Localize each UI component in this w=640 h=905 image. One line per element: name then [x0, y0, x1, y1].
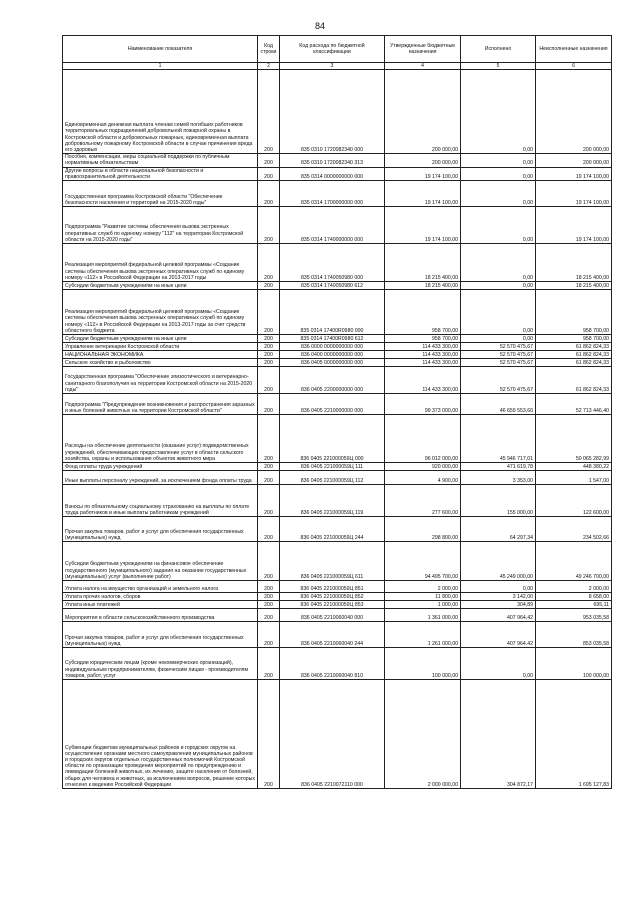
row-expense-code: 835 0310 1720082340 000: [280, 70, 385, 154]
row-expense-code: 835 0310 1720082340 313: [280, 154, 385, 167]
row-expense-code: 835 0314 1740000000 000: [280, 207, 385, 244]
table-row: [63, 648, 612, 680]
row-approved: 96 012 000,00: [385, 415, 461, 463]
table-row: [63, 244, 612, 282]
row-approved: 4 900,00: [385, 471, 461, 485]
row-unexecuted: 1 547,00: [536, 471, 612, 485]
row-executed: 52 570 475,67: [461, 351, 536, 359]
row-expense-code: 836 0405 221000059Ц 611: [280, 542, 385, 581]
row-expense-code: 835 0314 1740050980 612: [280, 282, 385, 290]
row-expense-code: 836 0405 221000059Ц 119: [280, 485, 385, 517]
row-name: Реализация мероприятий федеральной целевой программы «Создание системы обеспечения вызова экстренных оперативных служб по единому номеру «112» в Российской Федерации на 2013-2017 годы: [63, 244, 258, 282]
row-executed: 52 570 475,67: [461, 359, 536, 367]
row-approved: 114 433 300,00: [385, 343, 461, 351]
table-row: [63, 181, 612, 207]
row-line-code: 200: [258, 680, 280, 789]
row-unexecuted: 49 246 700,00: [536, 542, 612, 581]
row-name: Государственная программа "Обеспечение эпизоотического и ветеринарно-санитарного благополучия на территории Костромской области на 2015-2020 годы": [63, 367, 258, 394]
row-unexecuted: 200 000,00: [536, 154, 612, 167]
row-unexecuted: 61 862 824,33: [536, 367, 612, 394]
row-name: Прочая закупка товаров, работ и услуг для обеспечения государственных (муниципальных) нужд: [63, 622, 258, 648]
row-expense-code: 836 0405 221000059Ц 851: [280, 581, 385, 593]
row-line-code: 200: [258, 351, 280, 359]
row-executed: 304,89: [461, 601, 536, 609]
row-line-code: 200: [258, 593, 280, 601]
table-row: [63, 517, 612, 542]
row-approved: 2 000 000,00: [385, 680, 461, 789]
table-row: [63, 290, 612, 335]
row-approved: 200 000,00: [385, 70, 461, 154]
row-executed: 64 297,34: [461, 517, 536, 542]
row-name: Единовременная денежная выплата членам семей погибших работников территориальных подразделений добровольной пожарной охраны в Костромской области и добровольных пожарных, единовременная выплата добровольному пожарному Костромской области в случае причинения вреда его здоровью: [63, 70, 258, 154]
row-expense-code: 836 0000 0000000000 000: [280, 343, 385, 351]
budget-execution-table: [62, 35, 612, 789]
row-executed: 3 353,00: [461, 471, 536, 485]
row-approved: 298 800,00: [385, 517, 461, 542]
table-row: [63, 601, 612, 609]
row-unexecuted: 61 862 824,33: [536, 359, 612, 367]
row-executed: 407 964,42: [461, 609, 536, 622]
table-row: [63, 167, 612, 180]
row-name: Субсидии юридическим лицам (кроме некоммерческих организаций), индивидуальным предпринимателям, физическим лицам - производителям товаров, работ, услуг: [63, 648, 258, 680]
row-line-code: 200: [258, 290, 280, 335]
column-number: 3: [280, 63, 385, 70]
row-executed: 0,00: [461, 70, 536, 154]
row-unexecuted: 695,11: [536, 601, 612, 609]
table-row: [63, 282, 612, 290]
header-unexecuted: Неисполненные назначения: [536, 36, 612, 63]
row-name: Подпрограмма "Развитие системы обеспечения вызова экстренных оперативных служб по единому номеру "112" на территории Костромской области на 2015-2020 годы": [63, 207, 258, 244]
row-unexecuted: 50 065 282,99: [536, 415, 612, 463]
table-row: [63, 359, 612, 367]
header-approved: Утвержденные бюджетные назначения: [385, 36, 461, 63]
row-name: Прочая закупка товаров, работ и услуг для обеспечения государственных (муниципальных) нужд: [63, 517, 258, 542]
table-row: [63, 593, 612, 601]
row-unexecuted: 100 000,00: [536, 648, 612, 680]
row-unexecuted: 853 035,58: [536, 622, 612, 648]
row-expense-code: 836 0405 2210072110 000: [280, 680, 385, 789]
row-unexecuted: 122 600,00: [536, 485, 612, 517]
row-line-code: 200: [258, 359, 280, 367]
row-expense-code: 836 0405 2210060040 000: [280, 609, 385, 622]
row-line-code: 200: [258, 335, 280, 343]
row-approved: 920 000,00: [385, 463, 461, 471]
table-row: [63, 70, 612, 154]
row-name: Пособия, компенсации, меры социальной поддержки по публичным нормативным обязательствам: [63, 154, 258, 167]
table-row: [63, 207, 612, 244]
row-line-code: 200: [258, 542, 280, 581]
row-name: Иные выплаты персоналу учреждений, за исключением фонда оплаты труда: [63, 471, 258, 485]
row-expense-code: 836 0405 2210060040 244: [280, 622, 385, 648]
row-approved: 1 361 000,00: [385, 609, 461, 622]
row-line-code: 200: [258, 415, 280, 463]
row-executed: 0,00: [461, 244, 536, 282]
row-unexecuted: 52 713 446,40: [536, 394, 612, 415]
row-approved: 958 700,00: [385, 335, 461, 343]
row-executed: 52 570 475,67: [461, 343, 536, 351]
row-line-code: 200: [258, 367, 280, 394]
row-approved: 114 433 300,00: [385, 359, 461, 367]
row-approved: 100 000,00: [385, 648, 461, 680]
row-approved: 18 215 400,00: [385, 244, 461, 282]
row-name: Управление ветеринарии Костромской области: [63, 343, 258, 351]
table-row: [63, 351, 612, 359]
row-approved: 958 700,00: [385, 290, 461, 335]
row-line-code: 200: [258, 601, 280, 609]
row-line-code: 200: [258, 282, 280, 290]
row-executed: 0,00: [461, 167, 536, 180]
row-expense-code: 836 0405 221000059Ц 111: [280, 463, 385, 471]
row-approved: 19 174 100,00: [385, 167, 461, 180]
row-line-code: 200: [258, 485, 280, 517]
page-number: 84: [314, 21, 325, 31]
row-approved: 1 000,00: [385, 601, 461, 609]
row-line-code: 200: [258, 244, 280, 282]
table-row: [63, 542, 612, 581]
row-approved: 11 800,00: [385, 593, 461, 601]
row-name: НАЦИОНАЛЬНАЯ ЭКОНОМИКА: [63, 351, 258, 359]
row-unexecuted: 19 174 100,00: [536, 207, 612, 244]
row-name: Субсидии бюджетным учреждениям на иные цели: [63, 335, 258, 343]
row-unexecuted: 448 380,22: [536, 463, 612, 471]
row-name: Другие вопросы в области национальной безопасности и правоохранительной деятельности: [63, 167, 258, 180]
row-name: Сельское хозяйство и рыболовство: [63, 359, 258, 367]
table-row: [63, 154, 612, 167]
row-expense-code: 836 0405 221000059Ц 852: [280, 593, 385, 601]
row-executed: 0,00: [461, 290, 536, 335]
row-executed: 304 872,17: [461, 680, 536, 789]
row-approved: 114 433 300,00: [385, 367, 461, 394]
row-name: Уплата прочих налогов, сборов: [63, 593, 258, 601]
row-executed: 0,00: [461, 581, 536, 593]
row-name: Государственная программа Костромской области "Обеспечение безопасности населения и территорий на 2015-2020 годы": [63, 181, 258, 207]
column-number: 2: [258, 63, 280, 70]
row-unexecuted: 61 862 824,33: [536, 351, 612, 359]
row-name: Мероприятия в области сельскохозяйственного производства: [63, 609, 258, 622]
row-name: Уплата налога на имущество организаций и земельного налога: [63, 581, 258, 593]
row-approved: 18 215 400,00: [385, 282, 461, 290]
row-unexecuted: 958 700,00: [536, 290, 612, 335]
row-expense-code: 835 0314 1700000000 000: [280, 181, 385, 207]
table-row: [63, 335, 612, 343]
row-name: Расходы на обеспечение деятельности (оказание услуг) подведомственных учреждений, обеспечивающих предоставление услуг в области сельского хозяйства, охраны и использования объектов животного мира: [63, 415, 258, 463]
row-approved: 2 000,00: [385, 581, 461, 593]
table-row: [63, 622, 612, 648]
row-executed: 45 249 000,00: [461, 542, 536, 581]
row-name: Субсидии бюджетным учреждениям на финансовое обеспечение государственного (муниципального) задания на оказание государственных (муниципальных) услуг (выполнение работ): [63, 542, 258, 581]
row-approved: 19 174 100,00: [385, 181, 461, 207]
row-line-code: 200: [258, 581, 280, 593]
table-row: [63, 343, 612, 351]
row-approved: 277 600,00: [385, 485, 461, 517]
row-executed: 0,00: [461, 282, 536, 290]
row-line-code: 200: [258, 622, 280, 648]
row-expense-code: 836 0405 2210060040 810: [280, 648, 385, 680]
row-line-code: 200: [258, 154, 280, 167]
row-executed: 0,00: [461, 181, 536, 207]
row-unexecuted: 200 000,00: [536, 70, 612, 154]
row-line-code: 200: [258, 343, 280, 351]
row-executed: 0,00: [461, 207, 536, 244]
row-executed: 52 570 475,67: [461, 367, 536, 394]
row-name: Уплата иных платежей: [63, 601, 258, 609]
row-expense-code: 836 0405 221000059Ц 853: [280, 601, 385, 609]
row-unexecuted: 61 862 824,33: [536, 343, 612, 351]
row-name: Реализация мероприятий федеральной целевой программы «Создание системы обеспечения вызова экстренных оперативных служб по единому номеру «112» в Российской Федерации на 2013-2017 годы за счет средств областного бюджета: [63, 290, 258, 335]
row-expense-code: 836 0405 221000059Ц 000: [280, 415, 385, 463]
row-expense-code: 836 0405 0000000000 000: [280, 359, 385, 367]
row-expense-code: 835 0314 0000000000 000: [280, 167, 385, 180]
row-executed: 45 946 717,01: [461, 415, 536, 463]
row-executed: 471 619,78: [461, 463, 536, 471]
row-unexecuted: 8 658,00: [536, 593, 612, 601]
row-expense-code: 836 0405 221000059Ц 112: [280, 471, 385, 485]
row-unexecuted: 234 502,66: [536, 517, 612, 542]
row-name: Взносы по обязательному социальному страхованию на выплаты по оплате труда работников и иные выплаты работникам учреждений: [63, 485, 258, 517]
column-number: 4: [385, 63, 461, 70]
column-number-row: [63, 63, 612, 70]
row-executed: 0,00: [461, 154, 536, 167]
row-unexecuted: 18 215 400,00: [536, 244, 612, 282]
table-row: [63, 415, 612, 463]
row-executed: 0,00: [461, 335, 536, 343]
row-line-code: 200: [258, 394, 280, 415]
row-approved: 99 373 000,00: [385, 394, 461, 415]
row-name: Субвенции бюджетам муниципальных районов и городских округов на осуществление органами местного самоуправления муниципальных районов и городских округов отдельных государственных полномочий Костромской области по организации проведения мероприятий по предупреждению и ликвидации болезней животных, их лечению, защите населения от болезней, общих для человека и животных, за исключением вопросов, решение которых отнесено к ведению Российской Федерации: [63, 680, 258, 789]
row-unexecuted: 2 000,00: [536, 581, 612, 593]
row-unexecuted: 19 174 100,00: [536, 167, 612, 180]
row-line-code: 200: [258, 517, 280, 542]
row-unexecuted: 958 700,00: [536, 335, 612, 343]
table-row: [63, 581, 612, 593]
row-line-code: 200: [258, 463, 280, 471]
header-line-code: Код строки: [258, 36, 280, 63]
row-expense-code: 835 0314 1740050980 000: [280, 244, 385, 282]
row-executed: 0,00: [461, 648, 536, 680]
row-unexecuted: 953 035,58: [536, 609, 612, 622]
table-row: [63, 471, 612, 485]
row-unexecuted: 1 695 127,83: [536, 680, 612, 789]
row-executed: 3 142,00: [461, 593, 536, 601]
column-number: 1: [63, 63, 258, 70]
table-row: [63, 485, 612, 517]
row-unexecuted: 19 174 100,00: [536, 181, 612, 207]
header-executed: Исполнено: [461, 36, 536, 63]
row-line-code: 200: [258, 648, 280, 680]
row-expense-code: 836 0405 2210000000 000: [280, 394, 385, 415]
header-name: Наименование показателя: [63, 36, 258, 63]
row-approved: 19 174 100,00: [385, 207, 461, 244]
row-expense-code: 836 0405 221000059Ц 244: [280, 517, 385, 542]
table-row: [63, 609, 612, 622]
row-name: Субсидии бюджетным учреждениям на иные цели: [63, 282, 258, 290]
table-row: [63, 463, 612, 471]
row-expense-code: 836 0405 2200000000 000: [280, 367, 385, 394]
row-line-code: 200: [258, 70, 280, 154]
header-expense-code: Код расхода по бюджетной классификации: [280, 36, 385, 63]
row-expense-code: 835 0314 17400R0980 612: [280, 335, 385, 343]
row-line-code: 200: [258, 207, 280, 244]
row-line-code: 200: [258, 471, 280, 485]
row-approved: 114 433 300,00: [385, 351, 461, 359]
table-header-row: [63, 36, 612, 63]
row-line-code: 200: [258, 181, 280, 207]
row-expense-code: 836 0400 0000000000 000: [280, 351, 385, 359]
row-executed: 155 000,00: [461, 485, 536, 517]
row-name: Фонд оплаты труда учреждений: [63, 463, 258, 471]
row-approved: 94 495 700,00: [385, 542, 461, 581]
row-line-code: 200: [258, 609, 280, 622]
table-row: [63, 680, 612, 789]
column-number: 5: [461, 63, 536, 70]
row-approved: 1 261 000,00: [385, 622, 461, 648]
row-executed: 46 659 553,60: [461, 394, 536, 415]
column-number: 6: [536, 63, 612, 70]
row-approved: 200 000,00: [385, 154, 461, 167]
row-name: Подпрограмма "Предупреждение возникновения и распространения заразных и иных болезней животных на территории Костромской области": [63, 394, 258, 415]
row-expense-code: 835 0314 17400R0980 000: [280, 290, 385, 335]
row-executed: 407 964,42: [461, 622, 536, 648]
table-row: [63, 394, 612, 415]
table-row: [63, 367, 612, 394]
row-line-code: 200: [258, 167, 280, 180]
row-unexecuted: 18 215 400,00: [536, 282, 612, 290]
